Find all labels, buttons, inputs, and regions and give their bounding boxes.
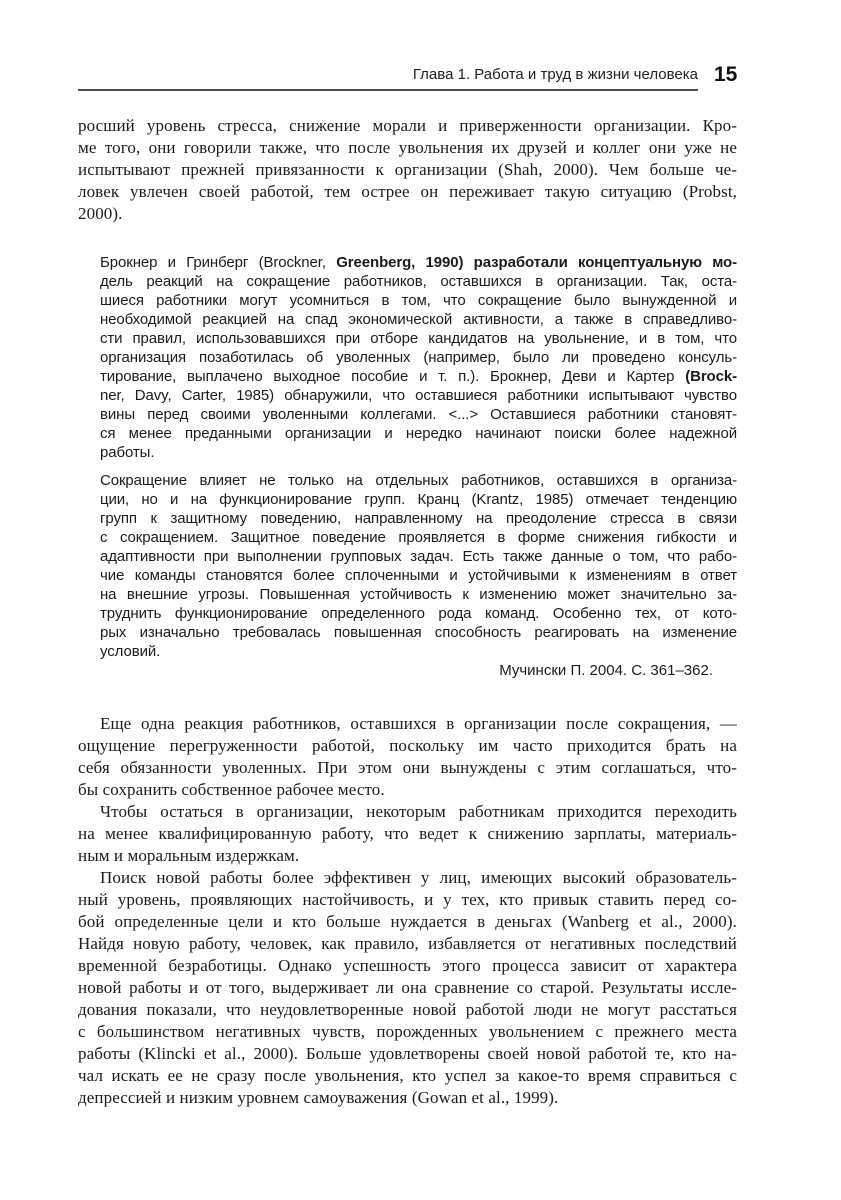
- text-line: ся менее преданными организации и нередко начинают поиски более надежной: [100, 425, 737, 442]
- text-line: вины перед своими уволенными коллегами. <...> Оставшиеся работники становят-: [100, 406, 737, 423]
- text-line: групп к защитному поведению, направленному на преодоление стресса в связи: [100, 510, 737, 527]
- text-line: работы.: [100, 444, 155, 461]
- text-line: Мучински П. 2004. С. 361–362.: [499, 662, 713, 679]
- text-line: Чтобы остаться в организации, некоторым работникам приходится переходить: [100, 802, 737, 821]
- text-line: ный уровень, проявляющих настойчивость, и у тех, кто привык ставить перед со-: [78, 890, 737, 909]
- text-line: себя обязанности уволенных. При этом они вынуждены с этим соглашаться, что-: [78, 758, 737, 777]
- paragraph: [78, 801, 737, 867]
- text-line: ме того, они говорили также, что после увольнения их друзей и коллег они уже не: [78, 138, 737, 157]
- paragraph: [78, 713, 737, 801]
- text-line: Сокращение влияет не только на отдельных работников, оставшихся в организа-: [100, 472, 737, 489]
- text-line: бой определенные цели и кто больше нуждается в деньгах (Wanberg et al., 2000).: [78, 912, 737, 931]
- text-line: Найдя новую работу, человек, как правило, избавляется от негативных последствий: [78, 934, 737, 953]
- text-line: росший уровень стресса, снижение морали и приверженности организации. Кро-: [78, 116, 737, 135]
- text-line: тирование, выплачено выходное пособие и т. п.). Брокнер, Деви и Картер (Brock-: [100, 368, 737, 385]
- text-line: труднить функционирование определенного рода команд. Особенно тех, от кото-: [100, 605, 737, 622]
- text-line: сти правил, использовавшихся при отборе кандидатов на увольнение, и в том, что: [100, 330, 737, 347]
- text-line: новой работы и от того, выдерживает ли она сравнение со старой. Результаты иссле-: [78, 978, 737, 997]
- quote-attribution: [100, 661, 713, 680]
- text-line: рых изначально требовалась повышенная способность реагировать на изменение: [100, 624, 737, 641]
- text-line: ловек увлечен своей работой, тем острее он переживает такую ситуацию (Probst,: [78, 182, 737, 201]
- text-line: условий.: [100, 643, 161, 660]
- text-line: чие команды становятся более сплоченными и устойчивыми к изменениям в ответ: [100, 567, 737, 584]
- text-line: с сокращением. Защитное поведение проявляется в форме снижения гибкости и: [100, 529, 737, 546]
- paragraph: [78, 867, 737, 1109]
- text-line: ner, Davy, Carter, 1985) обнаружили, что оставшиеся работники испытывают чувство: [100, 387, 737, 404]
- quote-paragraph: [100, 253, 737, 462]
- page-body: [78, 115, 737, 1109]
- text-line: работы (Klincki et al., 2000). Больше удовлетворены своей новой работой те, кто на-: [78, 1044, 737, 1063]
- text-line: депрессией и низким уровнем самоуважения (Gowan et al., 1999).: [78, 1088, 559, 1107]
- text-line: испытывают прежней привязанности к организации (Shah, 2000). Чем больше че-: [78, 160, 737, 179]
- text-line: Поиск новой работы более эффективен у лиц, имеющих высокий образователь-: [100, 868, 737, 887]
- text-line: шиеся работники могут усомниться в том, что сокращение было вынужденной и: [100, 292, 737, 309]
- page-number: 15: [714, 63, 738, 86]
- page-header: [78, 0, 698, 91]
- text-line: адаптивности при выполнении групповых задач. Есть также данные о том, что рабо-: [100, 548, 737, 565]
- text-line: 2000).: [78, 204, 123, 223]
- text-line: Еще одна реакция работников, оставшихся в организации после сокращения, —: [100, 714, 737, 733]
- running-head-chapter-title: Глава 1. Работа и труд в жизни человека: [412, 66, 698, 83]
- text-line: организация позаботилась об уволенных (например, было ли проведено консуль-: [100, 349, 737, 366]
- text-line: ции, но и на функционирование групп. Кранц (Krantz, 1985) отмечает тенденцию: [100, 491, 737, 508]
- text-line: на внешние угрозы. Повышенная устойчивость к изменению может значительно за-: [100, 586, 737, 603]
- text-line: бы сохранить собственное рабочее место.: [78, 780, 385, 799]
- text-line: с большинством негативных чувств, порожденных увольнением с прежнего места: [78, 1022, 737, 1041]
- text-line: дель реакций на сокращение работников, оставшихся в организации. Так, оста-: [100, 273, 737, 290]
- text-line: необходимой реакцией на спад экономической активности, а также в справедливо-: [100, 311, 737, 328]
- text-line: ным и моральным издержкам.: [78, 846, 300, 865]
- text-line: Брокнер и Гринберг (Brockner, Greenberg, 1990) разработали концептуальную мо-: [100, 254, 737, 271]
- quote-paragraph: [100, 471, 737, 661]
- text-line: чал искать ее не сразу после увольнения, кто успел за какое-то время справиться с: [78, 1066, 737, 1085]
- text-line: дования показали, что неудовлетворенные новой работой люди не могут расстаться: [78, 1000, 737, 1019]
- paragraph: [78, 115, 737, 225]
- text-line: временной безработицы. Однако успешность этого процесса зависит от характера: [78, 956, 737, 975]
- text-line: на менее квалифицированную работу, что ведет к снижению зарплаты, материаль-: [78, 824, 737, 843]
- text-line: ощущение перегруженности работой, поскольку им часто приходится брать на: [78, 736, 737, 755]
